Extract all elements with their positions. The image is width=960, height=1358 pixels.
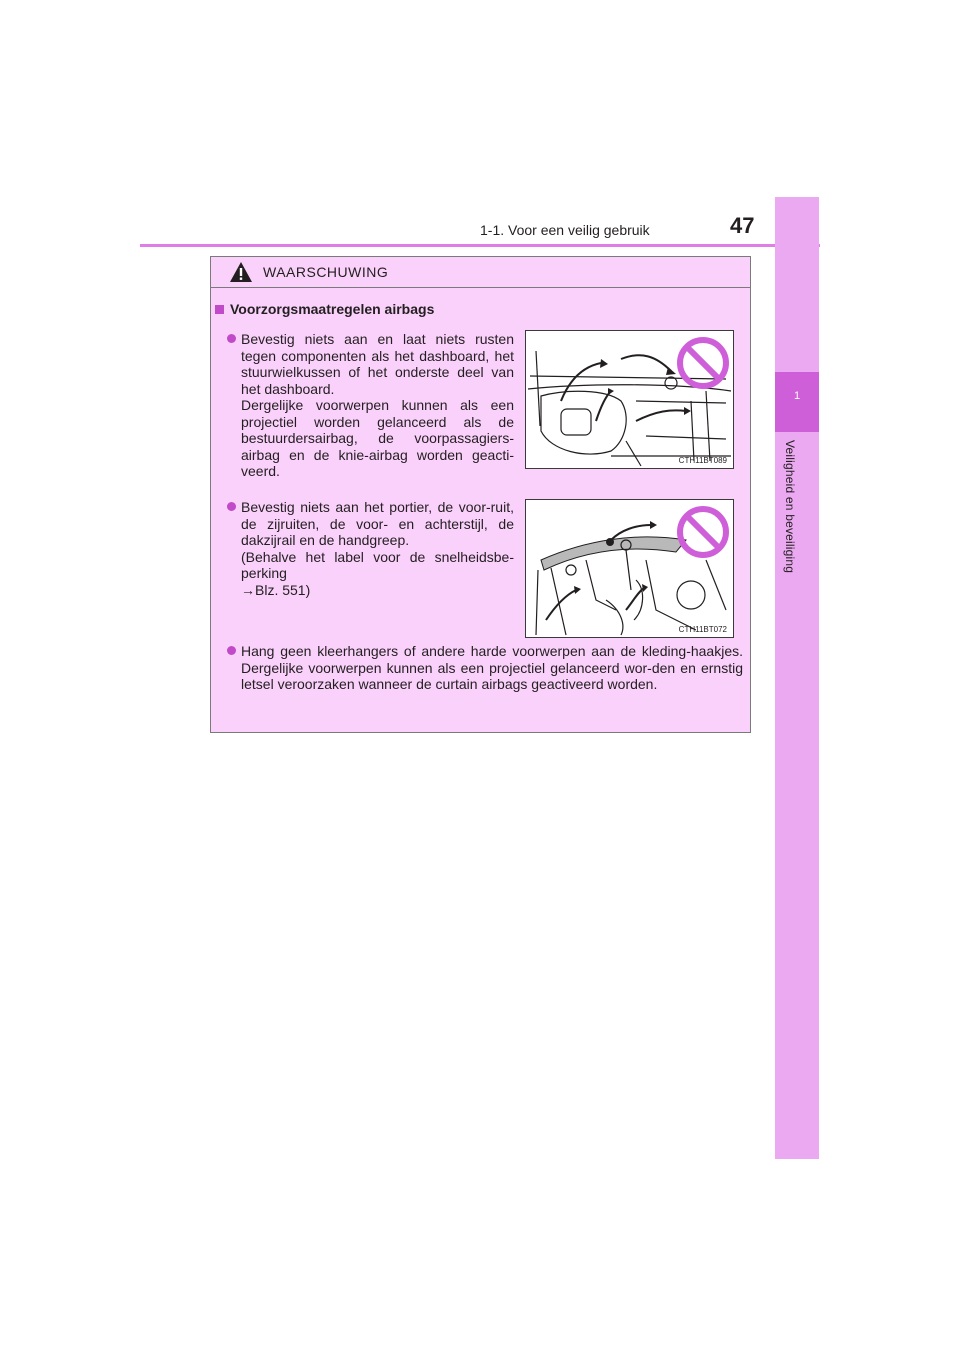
- square-bullet-icon: [215, 305, 224, 314]
- item-text: Bevestig niets aan en laat niets rusten tegen componenten als het dashboard, het stuurwielkussen of het onderste deel van het dashboard.: [241, 331, 514, 397]
- figure-code: CTH11BT072: [678, 625, 727, 634]
- warning-box: [210, 256, 751, 733]
- round-bullet-icon: [227, 334, 236, 343]
- warning-item-hangers: [227, 643, 743, 693]
- warning-triangle-icon: [229, 261, 253, 283]
- chapter-number: 1: [793, 390, 801, 402]
- item-text-extra: Dergelijke voorwerpen kunnen als een projectiel worden gelanceerd als de bestuurdersairbag, de voorpassagiers-airbag en de knie-airbag worden geacti-veerd.: [241, 397, 514, 479]
- warning-item-dashboard: [227, 331, 514, 480]
- chapter-side-tab: [775, 197, 819, 1159]
- figure-code: CTH11BT089: [678, 456, 727, 465]
- item-text: Hang geen kleerhangers of andere harde voorwerpen aan de kleding-haakjes. Dergelijke voorwerpen kunnen als een projectiel gelanceerd wor-den en ernstig letsel veroorzaken wanneer de curtain airbags geactiveerd worden.: [241, 643, 743, 692]
- item-text-extra: (Behalve het label voor de snelheidsbe-perking: [241, 548, 514, 581]
- dashboard-illustration: [525, 330, 734, 469]
- page-number: 47: [730, 213, 755, 238]
- section-title: [211, 301, 434, 317]
- page-reference: →Blz. 551): [241, 581, 311, 598]
- header-section-title: 1-1. Voor een veilig gebruik: [480, 222, 650, 238]
- section-title-text: Voorzorgsmaatregelen airbags: [230, 301, 435, 317]
- warning-title: WAARSCHUWING: [263, 264, 389, 280]
- prohibition-icon: [676, 336, 730, 390]
- warning-item-door: [227, 499, 514, 598]
- chapter-title: Veiligheid en beveiliging: [783, 440, 797, 574]
- door-illustration: [525, 499, 734, 638]
- header-rule: [140, 244, 820, 247]
- round-bullet-icon: [227, 502, 236, 511]
- prohibition-icon: [676, 505, 730, 559]
- round-bullet-icon: [227, 646, 236, 655]
- item-text: Bevestig niets aan het portier, de voor-ruit, de zijruiten, de voor- en achterstijl, de dakzijrail en de handgreep.: [241, 499, 514, 548]
- warning-header: [211, 257, 750, 288]
- chapter-tab-active: [775, 372, 819, 432]
